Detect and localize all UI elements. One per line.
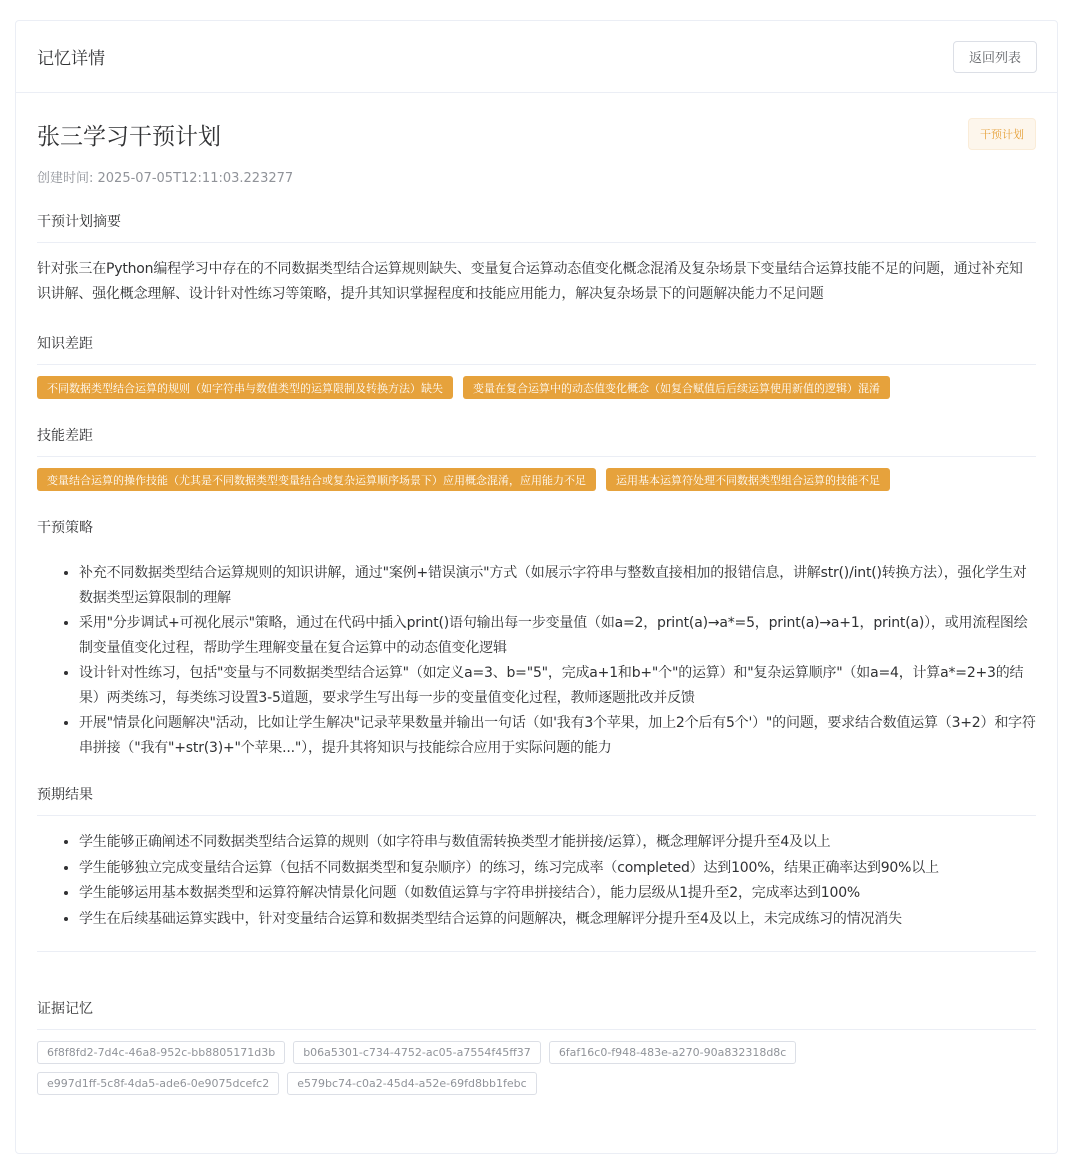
back-to-list-button[interactable]: 返回列表 <box>953 41 1037 73</box>
skill-gap-tag: 变量结合运算的操作技能（尤其是不同数据类型变量结合或复杂运算顺序场景下）应用概念混淆，应用能力不足 <box>37 468 596 491</box>
memory-type-tag: 干预计划 <box>968 118 1036 150</box>
outcome-item: • 学生能够正确阐述不同数据类型结合运算的规则（如字符串与数值需转换类型才能拼接/运算），概念理解评分提升至4及以上 <box>79 830 1036 855</box>
outcome-item: • 学生能够运用基本数据类型和运算符解决情景化问题（如数值运算与字符串拼接结合），能力层级从1提升至2，完成率达到100% <box>79 881 1036 906</box>
card-header <box>16 21 1057 93</box>
evidence-id-tag: e579bc74-c0a2-45d4-a52e-69fd8bb1febc <box>287 1072 536 1095</box>
summary-section-title: 干预计划摘要 <box>37 211 1036 243</box>
strategy-item: • 开展"情景化问题解决"活动，比如让学生解决"记录苹果数量并输出一句话（如'我有3个苹果，加上2个后有5个'）"的问题，要求结合数值运算（3+2）和字符串拼接（"我有"+str(3)+"个苹果..."），提升其将知识与技能综合应用于实际问题的能力 <box>79 711 1036 760</box>
summary-text: 针对张三在Python编程学习中存在的不同数据类型结合运算规则缺失、变量复合运算动态值变化概念混淆及复杂场景下变量结合运算技能不足的问题，通过补充知识讲解、强化概念理解、设计针对性练习等策略，提升其知识掌握程度和技能应用能力，解决复杂场景下的问题解决能力不足问题 <box>37 261 1023 302</box>
evidence-id-tag: 6f8f8fd2-7d4c-46a8-952c-bb8805171d3b <box>37 1041 285 1064</box>
detail-title-row <box>37 117 1036 151</box>
skill-gap-tags <box>37 468 1036 491</box>
evidence-section-title: 证据记忆 <box>37 998 1036 1030</box>
skill-gap-section-title: 技能差距 <box>37 425 1036 457</box>
evidence-tags <box>37 1041 837 1095</box>
strategy-list <box>37 561 1036 760</box>
created-time-value: 2025-07-05T12:11:03.223277 <box>97 171 294 186</box>
outcome-item: • 学生能够独立完成变量结合运算（包括不同数据类型和复杂顺序）的练习，练习完成率（completed）达到100%，结果正确率达到90%以上 <box>79 856 1036 881</box>
page-title: 记忆详情 <box>37 49 105 69</box>
knowledge-gap-section-title: 知识差距 <box>37 333 1036 365</box>
outcome-item: • 学生在后续基础运算实践中，针对变量结合运算和数据类型结合运算的问题解决，概念理解评分提升至4及以上，未完成练习的情况消失 <box>79 907 1036 932</box>
strategy-section-title: 干预策略 <box>37 520 93 536</box>
created-time <box>37 167 1036 185</box>
strategy-item: • 补充不同数据类型结合运算规则的知识讲解，通过"案例+错误演示"方式（如展示字符串与整数直接相加的报错信息，讲解str()/int()转换方法），强化学生对数据类型运算限制的理解 <box>79 561 1036 610</box>
evidence-id-tag: b06a5301-c734-4752-ac05-a7554f45ff37 <box>293 1041 541 1064</box>
strategy-item: • 采用"分步调试+可视化展示"策略，通过在代码中插入print()语句输出每一步变量值（如a=2，print(a)→a*=5，print(a)→a+1，print(a)），或用流程图绘制变量值变化过程，帮助学生理解变量在复合运算中的动态值变化逻辑 <box>79 611 1036 660</box>
strategy-item: • 设计针对性练习，包括"变量与不同数据类型结合运算"（如定义a=3、b="5"，完成a+1和b+"个"的运算）和"复杂运算顺序"（如a=4，计算a*=2+3的结果）两类练习，每类练习设置3-5道题，要求学生写出每一步的变量值变化过程，教师逐题批改并反馈 <box>79 661 1036 710</box>
knowledge-gap-tag: 变量在复合运算中的动态值变化概念（如复合赋值后后续运算使用新值的逻辑）混淆 <box>463 376 890 399</box>
outcome-list <box>37 830 1036 931</box>
card-body <box>16 117 1057 1095</box>
evidence-id-tag: e997d1ff-5c8f-4da5-ade6-0e9075dcefc2 <box>37 1072 279 1095</box>
evidence-id-tag: 6faf16c0-f948-483e-a270-90a832318d8c <box>549 1041 797 1064</box>
skill-gap-tag: 运用基本运算符处理不同数据类型组合运算的技能不足 <box>606 468 890 491</box>
knowledge-gap-tag: 不同数据类型结合运算的规则（如字符串与数值类型的运算限制及转换方法）缺失 <box>37 376 453 399</box>
created-time-label: 创建时间: <box>37 171 98 186</box>
section-divider <box>37 951 1036 952</box>
memory-title: 张三学习干预计划 <box>37 123 221 150</box>
outcome-section-title: 预期结果 <box>37 784 1036 816</box>
knowledge-gap-tags <box>37 376 1036 399</box>
memory-detail-card <box>15 20 1058 1154</box>
